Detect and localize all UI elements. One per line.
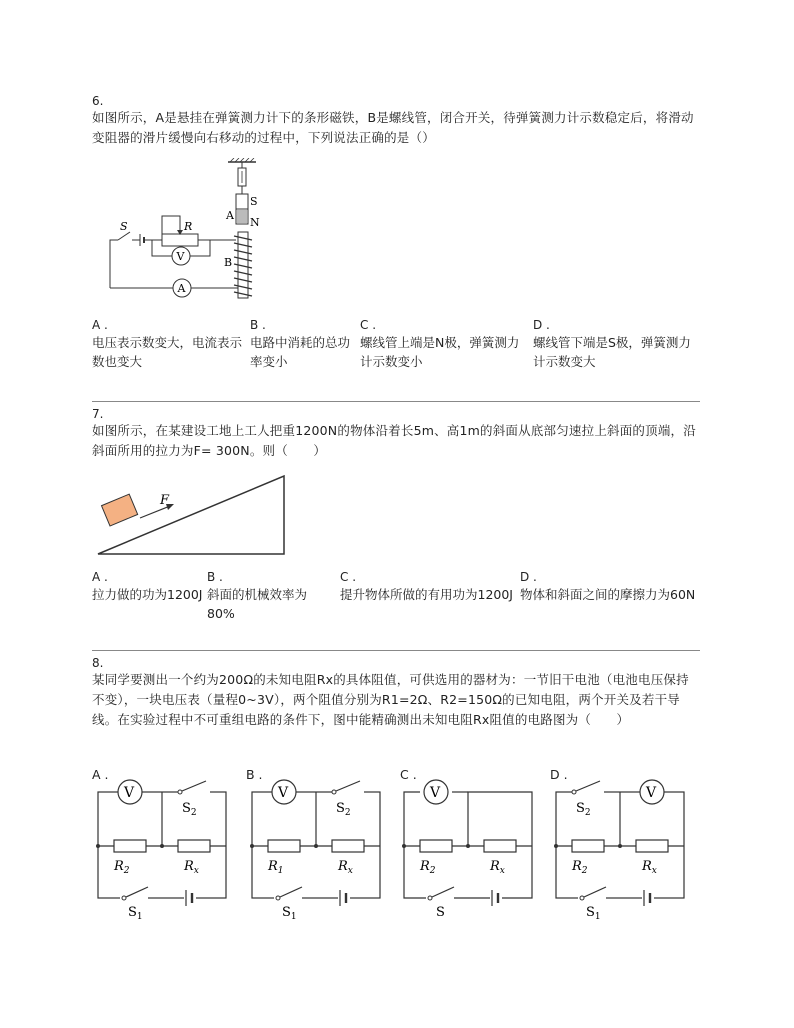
q6-option-d[interactable]	[533, 318, 695, 371]
q7-option-a-text: 拉力做的功为1200J	[92, 587, 203, 602]
q7-option-b[interactable]	[207, 570, 332, 623]
q7-option-b-letter: B .	[207, 570, 223, 584]
force-f-label: F	[160, 493, 170, 508]
q6-option-c-text: 螺线管上端是N极，弹簧测力计示数变小	[360, 335, 520, 369]
q6-option-a-letter: A .	[92, 318, 108, 332]
switch-s-label: S	[120, 220, 128, 233]
q7-stem: 如图所示，在某建设工地上工人把重1200N的物体沿着长5m、高1m的斜面从底部匀速拉上斜面的顶端，沿斜面所用的拉力为F= 300N。则（ ）	[92, 423, 696, 458]
q8-option-d-letter[interactable]: D .	[550, 767, 568, 782]
q7-option-d-text: 物体和斜面之间的摩擦力为60N	[520, 587, 696, 602]
q6-stem: 如图所示，A是悬挂在弹簧测力计下的条形磁铁，B是螺线管，闭合开关，待弹簧测力计示数稳定后，将滑动变阻器的滑片缓慢向右移动的过程中，下列说法正确的是（）	[92, 110, 694, 145]
voltmeter-label: V	[278, 785, 289, 801]
switch-s1-label: $S_1$	[128, 905, 143, 922]
q7-option-d-letter: D .	[520, 570, 537, 584]
q6-figure	[100, 158, 280, 304]
pole-n-label: N	[250, 216, 260, 229]
switch-s2-label: $S_2$	[182, 801, 197, 818]
q7-option-c-text: 提升物体所做的有用功为1200J	[340, 587, 513, 602]
q8-option-c-letter[interactable]: C .	[400, 767, 417, 782]
resistor-r2-label: $R_2$	[572, 859, 588, 876]
q8-circuit-a[interactable]	[94, 778, 234, 922]
q8-circuit-d[interactable]	[552, 778, 692, 922]
divider-q6-q7	[92, 401, 700, 402]
q7-option-a-letter: A .	[92, 570, 108, 584]
rheostat-r-label: R	[184, 220, 193, 233]
q8-number: 8.	[92, 656, 104, 670]
q7-option-c[interactable]	[340, 570, 515, 604]
q7-option-a[interactable]	[92, 570, 207, 604]
q8-circuit-b[interactable]	[248, 778, 388, 922]
solenoid-b-label: B	[224, 256, 233, 269]
ammeter-label: A	[177, 282, 186, 295]
resistor-rx-label: $R_x$	[642, 859, 657, 876]
q6-option-d-text: 螺线管下端是S极，弹簧测力计示数变大	[533, 335, 691, 369]
q7-option-c-letter: C .	[340, 570, 357, 584]
q8-circuit-c[interactable]	[400, 778, 540, 922]
resistor-r2-label: $R_2$	[114, 859, 130, 876]
voltmeter-label: V	[430, 785, 441, 801]
q6-option-a[interactable]	[92, 318, 252, 371]
q8-stem: 某同学要测出一个约为200Ω的未知电阻Rx的具体阻值，可供选用的器材为：一节旧干电池（电池电压保持不变），一块电压表（量程0~3V），两个阻值分别为R1=2Ω、R2=150Ω的已知电阻，两个开关及若干导线。在实验过程中不可重组电路的条件下，图中能精确测出未知电阻Rx阻值的电路图为（ ）	[92, 672, 689, 727]
resistor-rx-label: $R_x$	[184, 859, 199, 876]
q6-option-b[interactable]	[250, 318, 350, 371]
switch-s2-label: $S_2$	[576, 801, 591, 818]
q6-option-b-letter: B .	[250, 318, 266, 332]
divider-q7-q8	[92, 650, 700, 651]
voltmeter-label: V	[176, 250, 185, 263]
q6-number: 6.	[92, 94, 104, 108]
q6-option-d-letter: D .	[533, 318, 550, 332]
q6-option-c-letter: C .	[360, 318, 377, 332]
resistor-r1-label: $R_1$	[268, 859, 284, 876]
switch-s1-label: $S_1$	[586, 905, 601, 922]
q7-number: 7.	[92, 407, 104, 421]
voltmeter-label: V	[646, 785, 657, 801]
q8-option-b-letter[interactable]: B .	[246, 767, 263, 782]
resistor-rx-label: $R_x$	[338, 859, 353, 876]
resistor-rx-label: $R_x$	[490, 859, 505, 876]
magnet-a-label: A	[226, 209, 234, 222]
q6-option-b-text: 电路中消耗的总功率变小	[250, 335, 351, 369]
resistor-r2-label: $R_2$	[420, 859, 436, 876]
q7-figure	[96, 472, 288, 556]
q8-option-a-letter[interactable]: A .	[92, 767, 109, 782]
q7-option-d[interactable]	[520, 570, 702, 604]
q6-option-c[interactable]	[360, 318, 520, 371]
q6-option-a-text: 电压表示数变大，电流表示数也变大	[92, 335, 243, 369]
voltmeter-label: V	[124, 785, 135, 801]
switch-s1-label: $S_1$	[282, 905, 297, 922]
switch-s-label: S	[436, 905, 445, 920]
pole-s-label: S	[250, 195, 258, 208]
switch-s2-label: $S_2$	[336, 801, 351, 818]
q7-option-b-text: 斜面的机械效率为80%	[207, 587, 308, 621]
